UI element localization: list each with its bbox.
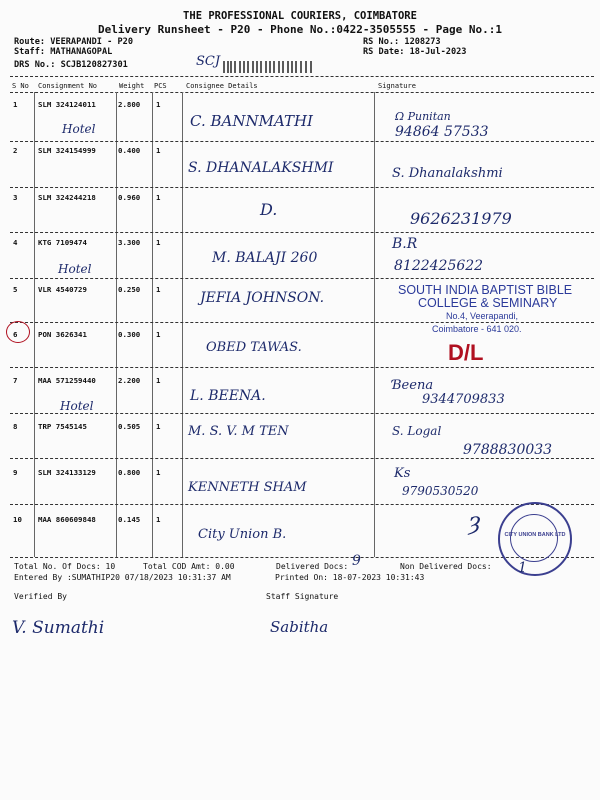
delivered-docs-count: 9 xyxy=(352,553,361,569)
row-rule xyxy=(10,458,594,459)
row-consignee: KENNETH SHAM xyxy=(188,480,307,495)
seminary-stamp xyxy=(398,284,572,336)
row-consignment: TRP 7545145 xyxy=(38,422,87,431)
row-consignment: SLM 324154999 xyxy=(38,146,96,155)
company-title: THE PROFESSIONAL COURIERS, COIMBATORE xyxy=(183,10,417,22)
row-rule xyxy=(10,413,594,414)
row-rule xyxy=(10,141,594,142)
row-pcs: 1 xyxy=(156,100,161,109)
row-signature: 94864 57533 xyxy=(395,124,489,140)
rs-number: RS No.: 1208273 xyxy=(363,37,441,47)
row-sno: 10 xyxy=(13,515,22,524)
row-sno: 8 xyxy=(13,422,18,431)
printed-on: Printed On: 18-07-2023 10:31:43 xyxy=(275,573,425,582)
row-weight: 0.145 xyxy=(118,515,141,524)
row-rule xyxy=(10,504,594,505)
row-signature: 9626231979 xyxy=(410,209,512,228)
bank-stamp-inner-ring xyxy=(510,514,558,562)
entered-by: Entered By :SUMATHIP20 07/18/2023 10:31:37 AM xyxy=(14,573,231,582)
row-rule xyxy=(10,232,594,233)
col-divider xyxy=(374,92,375,557)
col-divider xyxy=(116,92,117,557)
verified-by-signature: V. Sumathi xyxy=(12,618,105,638)
row-consignee: JEFIA JOHNSON. xyxy=(200,290,325,306)
total-docs: Total No. Of Docs: 10 xyxy=(14,562,116,571)
row-pcs: 1 xyxy=(156,468,161,477)
row-pcs: 1 xyxy=(156,193,161,202)
row-sno: 4 xyxy=(13,238,18,247)
row-consignment: MAA 571259440 xyxy=(38,376,96,385)
row-sno: 6 xyxy=(13,330,18,339)
drs-handwritten-note: SCJ xyxy=(196,54,221,69)
row-weight: 3.300 xyxy=(118,238,141,247)
row-weight: 2.800 xyxy=(118,100,141,109)
row-signature: 9344709833 xyxy=(422,392,505,407)
row-rule xyxy=(10,187,594,188)
staff-signature: Sabitha xyxy=(270,618,329,636)
row-consignee: City Union B. xyxy=(198,527,287,542)
col-consignment: Consignment No xyxy=(38,82,98,90)
staff-label: Staff: MATHANAGOPAL xyxy=(14,47,113,57)
row-pcs: 1 xyxy=(156,515,161,524)
row-consignee: OBED TAWAS. xyxy=(206,340,302,355)
row-consignee: C. BANNMATHI xyxy=(190,112,313,130)
row-sno: 7 xyxy=(13,376,18,385)
circle-mark xyxy=(6,321,30,343)
row-signature: S. Dhanalakshmi xyxy=(392,166,503,181)
row-pcs: 1 xyxy=(156,238,161,247)
bank-stamp-signature: Ȝ xyxy=(468,512,481,536)
row-consignee: D. xyxy=(260,200,278,219)
barcode-scribble xyxy=(222,58,322,70)
row-pcs: 1 xyxy=(156,376,161,385)
row-consignee: L. BEENA. xyxy=(190,388,266,404)
row-sno: 5 xyxy=(13,285,18,294)
row-consignee: M. BALAJI 260 xyxy=(212,250,318,266)
non-delivered-docs-count: 1 xyxy=(518,560,527,576)
staff-signature-label: Staff Signature xyxy=(266,592,339,601)
row-sno: 1 xyxy=(13,100,18,109)
col-divider xyxy=(152,92,153,557)
row-weight: 0.250 xyxy=(118,285,141,294)
stamp-line: COLLEGE & SEMINARY xyxy=(418,296,558,310)
drs-label: DRS No.: SCJB120827301 xyxy=(14,60,128,70)
row-consignment: SLM 324124011 xyxy=(38,100,96,109)
bank-stamp xyxy=(498,502,572,576)
row-consignee: S. DHANALAKSHMI xyxy=(188,160,334,176)
row-signature: 9790530520 xyxy=(402,484,479,498)
row-sno: 2 xyxy=(13,146,18,155)
row-weight: 0.800 xyxy=(118,468,141,477)
signature-scribble: Ɓeena xyxy=(392,378,434,393)
row-consignment: KTG 7109474 xyxy=(38,238,87,247)
rs-date: RS Date: 18-Jul-2023 xyxy=(363,47,467,57)
verified-by-label: Verified By xyxy=(14,592,67,601)
non-delivered-docs-label: Non Delivered Docs: xyxy=(400,562,492,571)
total-cod: Total COD Amt: 0.00 xyxy=(143,562,235,571)
row-handwritten-note: Hotel xyxy=(60,399,94,413)
col-divider xyxy=(34,92,35,557)
row-handwritten-note: Hotel xyxy=(58,262,92,276)
row-weight: 0.960 xyxy=(118,193,141,202)
signature-scribble: Ω Punitan xyxy=(395,110,451,123)
header-top-rule xyxy=(10,76,594,77)
col-sno: S No xyxy=(12,82,29,90)
col-pcs: PCS xyxy=(154,82,167,90)
row-signature: 9788830033 xyxy=(463,442,553,458)
row-consignment: VLR 4540729 xyxy=(38,285,87,294)
row-rule xyxy=(10,367,594,368)
stamp-line: No.4, Veerapandi, xyxy=(446,311,519,321)
row-consignment: SLM 324133129 xyxy=(38,468,96,477)
row-weight: 2.200 xyxy=(118,376,141,385)
row-weight: 0.505 xyxy=(118,422,141,431)
runsheet-subtitle: Delivery Runsheet - P20 - Phone No.:0422-3505555 - Page No.:1 xyxy=(98,23,502,36)
signature-scribble: S. Logal xyxy=(392,424,442,438)
row-signature: D/L xyxy=(448,340,484,365)
col-weight: Weight xyxy=(119,82,145,90)
col-divider xyxy=(182,92,183,557)
col-signature: Signature xyxy=(378,82,416,90)
row-pcs: 1 xyxy=(156,146,161,155)
row-pcs: 1 xyxy=(156,422,161,431)
row-pcs: 1 xyxy=(156,330,161,339)
stamp-line: Coimbatore - 641 020. xyxy=(432,324,522,334)
stamp-line: SOUTH INDIA BAPTIST BIBLE xyxy=(398,283,573,297)
route-label: Route: VEERAPANDI - P20 xyxy=(14,37,133,47)
row-consignment: MAA 860609848 xyxy=(38,515,96,524)
row-consignment: PON 3626341 xyxy=(38,330,87,339)
signature-scribble: Ks xyxy=(394,466,411,481)
row-consignee: M. S. V. M TEN xyxy=(188,424,289,439)
row-sno: 3 xyxy=(13,193,18,202)
bank-stamp-text: CITY UNION BANK LTD xyxy=(504,532,566,538)
row-handwritten-note: Hotel xyxy=(62,122,96,136)
row-weight: 0.400 xyxy=(118,146,141,155)
row-sno: 9 xyxy=(13,468,18,477)
row-weight: 0.300 xyxy=(118,330,141,339)
row-signature: 8122425622 xyxy=(394,258,484,274)
header-bottom-rule xyxy=(10,92,594,93)
delivered-docs-label: Delivered Docs: xyxy=(276,562,349,571)
row-pcs: 1 xyxy=(156,285,161,294)
signature-scribble: B.R xyxy=(392,236,418,252)
row-consignment: SLM 324244218 xyxy=(38,193,96,202)
row-rule xyxy=(10,278,594,279)
col-consignee: Consignee Details xyxy=(186,82,258,90)
